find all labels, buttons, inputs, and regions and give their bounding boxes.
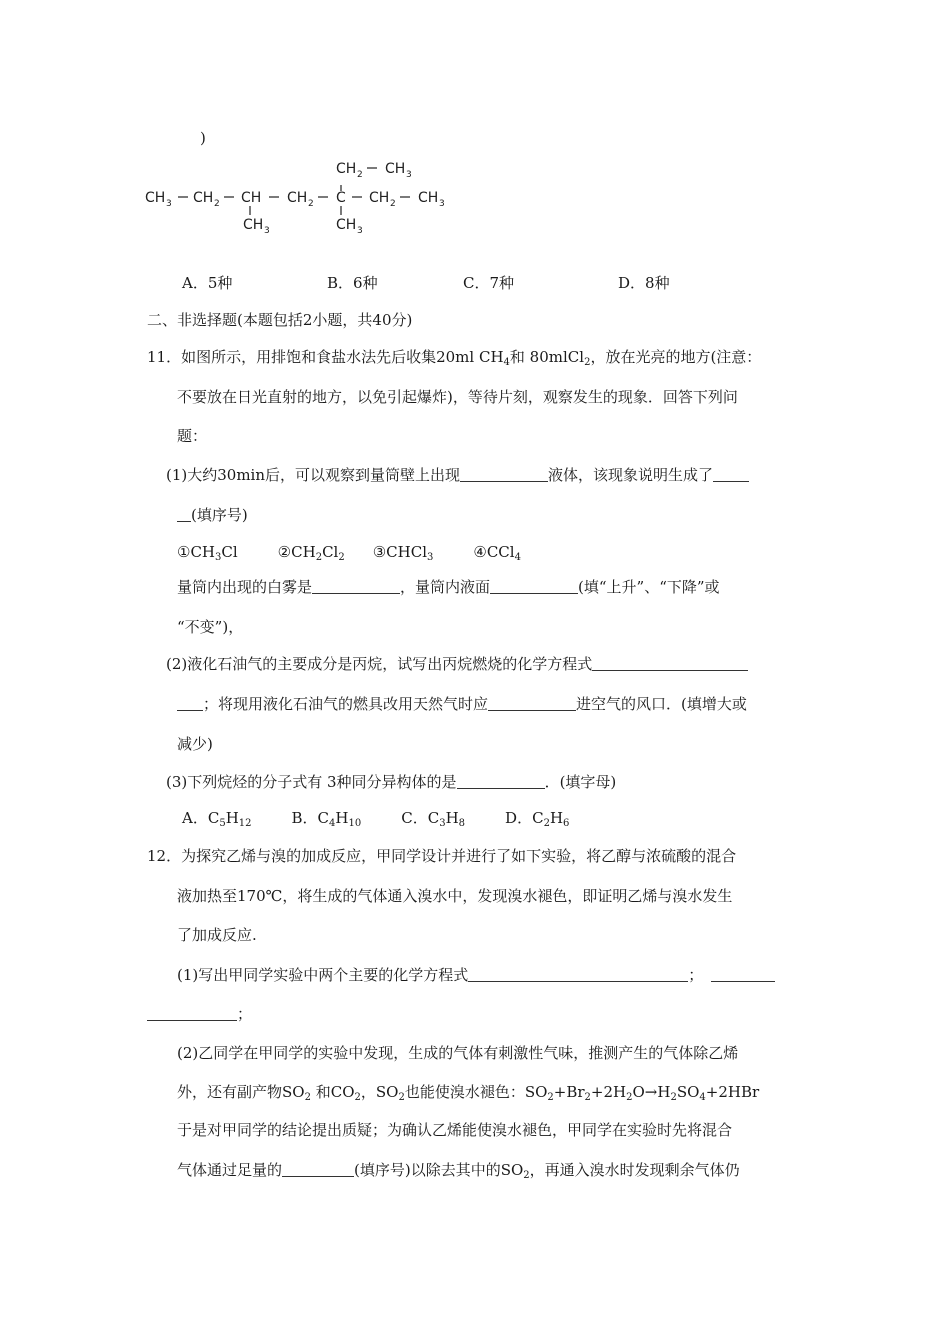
answer-blank[interactable]	[490, 578, 578, 594]
q12-part1-line1: (1)写出甲同学实验中两个主要的化学方程式 ；	[177, 965, 775, 985]
q11-part1-line1: (1)大约30min后，可以观察到量筒壁上出现 液体，该现象说明生成了	[166, 465, 749, 485]
branch-ch2-top: CH	[336, 161, 357, 177]
svg-text:2: 2	[390, 199, 396, 209]
q12-part2-line1: (2)乙同学在甲同学的实验中发现，生成的气体有刺激性气味，推测产生的气体除乙烯	[177, 1044, 739, 1062]
q11-part3-line1: (3)下列烷烃的分子式有 3种同分异构体的是 ．(填字母)	[166, 773, 617, 791]
option-a: A．5种	[182, 274, 233, 292]
option-c: C．7种	[463, 274, 515, 292]
svg-text:CH: CH	[336, 217, 357, 233]
q11-part3-options: A．$C_5H_{12}$ B．$C_4H_{10}$ C．$C_3H_8$ D．$C_2H_6$	[182, 809, 570, 829]
q12-part1-line2: ；	[147, 1004, 252, 1024]
q11-part2-line2: ；将现用液化石油气的燃具改用天然气时应 进空气的风口．(填增大或	[177, 694, 747, 714]
answer-blank[interactable]	[312, 578, 400, 594]
section-heading: 二、非选择题(本题包括2小题，共40分)	[147, 311, 413, 329]
q11-part1-line4: “不变”)，	[177, 618, 244, 636]
answer-blank[interactable]	[713, 466, 749, 482]
q12-intro-line3: 了加成反应.	[177, 926, 257, 944]
answer-blank[interactable]	[147, 1005, 237, 1021]
chain-ch3-1: CH	[145, 190, 166, 206]
closing-paren: )	[200, 129, 206, 147]
answer-blank[interactable]	[488, 695, 576, 711]
svg-text:3: 3	[439, 199, 445, 209]
chain-ch2-2: CH	[287, 190, 308, 206]
q11-part1-line3: 量筒内出现的白雾是 ，量筒内液面 (填“上升”、“下降”或	[177, 578, 720, 596]
q11-choices: $①CH_3Cl$ $②CH_2Cl_2$ ③CHCl$_3$ ④CCl$_4$	[177, 543, 521, 563]
answer-blank[interactable]	[457, 773, 545, 789]
answer-blank[interactable]	[282, 1161, 354, 1177]
svg-text:2: 2	[357, 170, 363, 180]
answer-blank[interactable]	[460, 466, 548, 482]
answer-blank[interactable]	[468, 966, 688, 982]
q11-part1-line2: (填序号)	[177, 505, 248, 525]
svg-text:3: 3	[406, 170, 412, 180]
chain-ch2-3: CH	[369, 190, 390, 206]
q11-intro-line2: 不要放在日光直射的地方，以免引起爆炸)，等待片刻，观察发生的现象．回答下列问	[177, 388, 738, 406]
answer-blank[interactable]	[177, 506, 191, 522]
answer-blank[interactable]	[177, 695, 203, 711]
q12-part2-line3: 于是对甲同学的结论提出质疑；为确认乙烯能使溴水褪色，甲同学在实验时先将混合	[177, 1121, 733, 1139]
answer-blank[interactable]	[592, 655, 748, 671]
q12-part2-line4: 气体通过足量的 (填序号)以除去其中的$SO_2$，再通入溴水时发现剩余气体仍	[177, 1161, 740, 1181]
chain-ch3-2: CH	[418, 190, 439, 206]
chain-c: C	[336, 190, 346, 206]
q12-intro-line1: 12．为探究乙烯与溴的加成反应，甲同学设计并进行了如下实验，将乙醇与浓硫酸的混合	[147, 847, 737, 865]
answer-blank[interactable]	[711, 966, 775, 982]
q11-intro-line1: 11．如图所示，用排饱和食盐水法先后收集20ml $CH_4$和 80mlCl$_2$，放在光亮的地方(注意：	[147, 348, 762, 368]
svg-text:3: 3	[166, 199, 172, 209]
branch-ch3-ch: CH	[243, 217, 264, 233]
svg-text:2: 2	[214, 199, 220, 209]
q12-intro-line2: 液加热至170℃，将生成的气体通入溴水中，发现溴水褪色，即证明乙烯与溴水发生	[177, 887, 733, 905]
svg-text:CH: CH	[385, 161, 406, 177]
alkane-structure-diagram	[140, 155, 460, 240]
q11-part2-line3: 减少)	[177, 735, 213, 753]
svg-text:3: 3	[264, 226, 270, 236]
option-d: D．8种	[618, 274, 670, 292]
svg-text:3: 3	[357, 226, 363, 236]
svg-text:2: 2	[308, 199, 314, 209]
chain-ch: CH	[241, 190, 262, 206]
q11-part2-line1: (2)液化石油气的主要成分是丙烷，试写出丙烷燃烧的化学方程式	[166, 654, 748, 674]
q11-intro-line3: 题：	[177, 427, 208, 445]
chain-ch2-1: CH	[193, 190, 214, 206]
option-b: B．6种	[327, 274, 378, 292]
q12-part2-line2: 外，还有副产物$SO_2$ 和$CO_2$，$SO_2$也能使溴水褪色：$SO_2+Br_2+2H_2O\to H_2SO_4+2HBr$	[177, 1083, 760, 1103]
